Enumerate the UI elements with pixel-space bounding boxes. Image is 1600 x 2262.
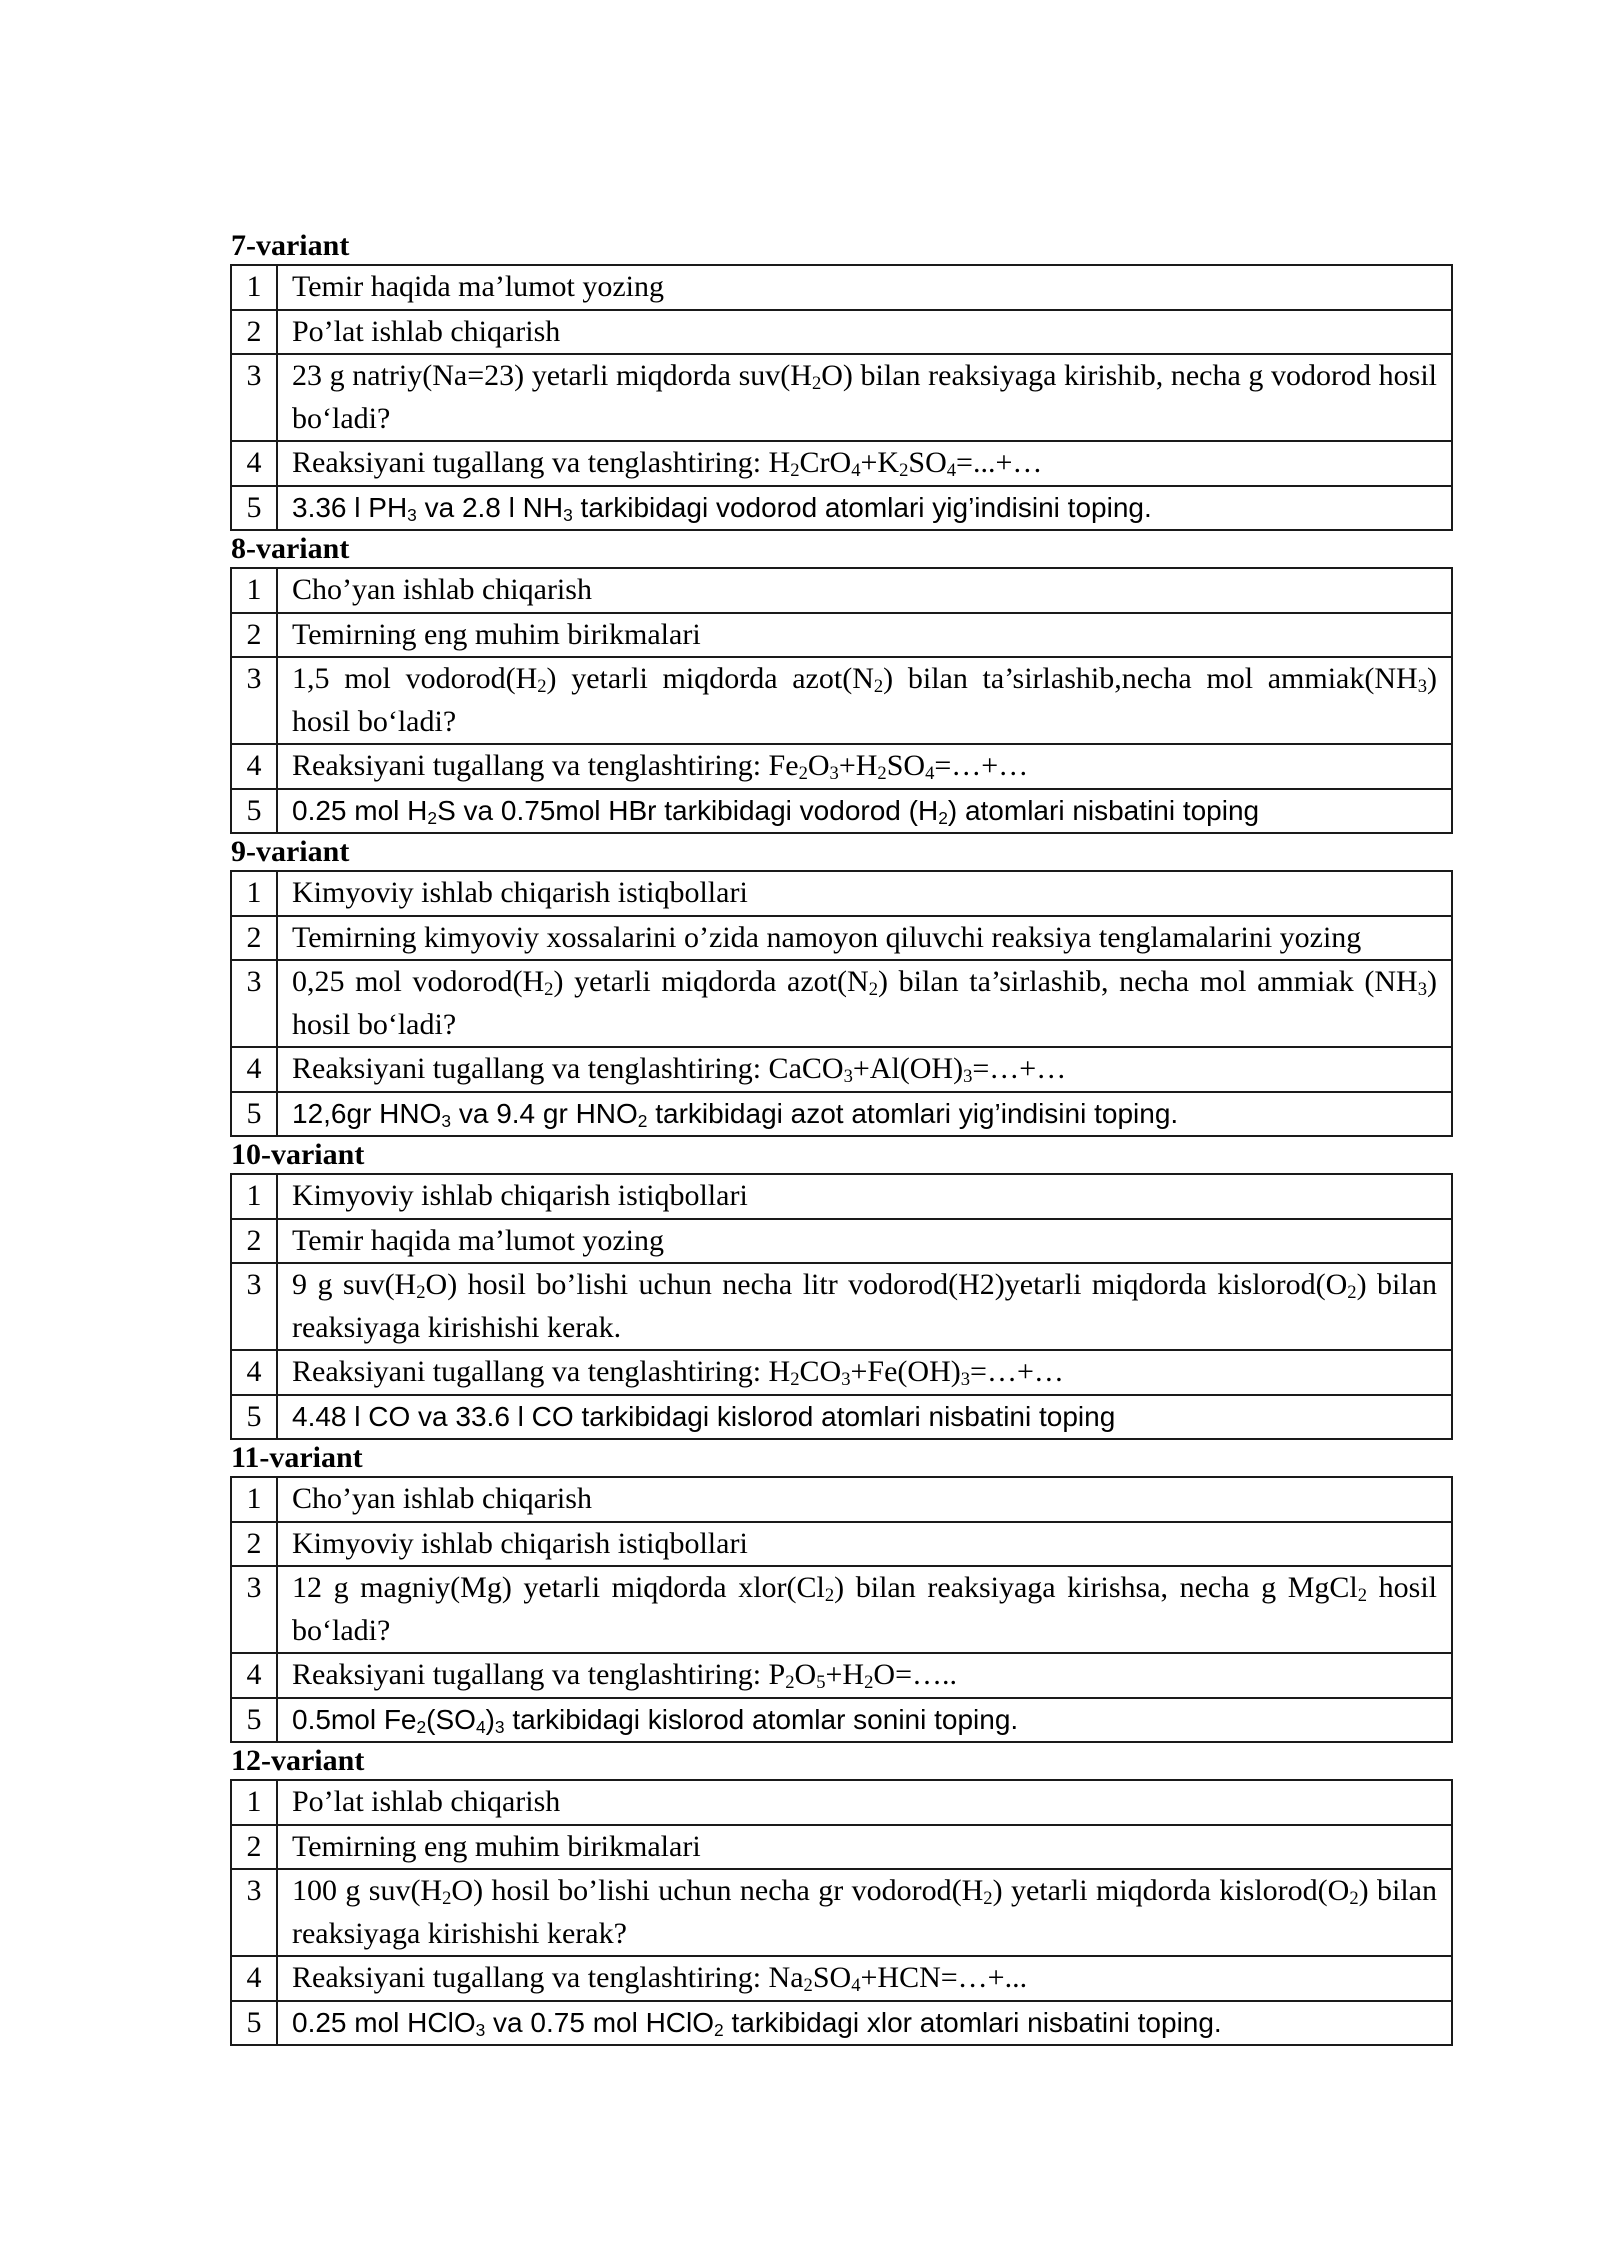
question-text: Reaksiyani tugallang va tenglashtiring: $CaCO_3+Al(OH)_3=\dots+\dots$ <box>277 1047 1452 1092</box>
table-row <box>231 1219 1452 1264</box>
table-row <box>231 1566 1452 1653</box>
question-text: 0.25 mol HClO$_3$ va 0.75 mol HClO$_2$ tarkibidagi xlor atomlari nisbatini toping. <box>277 2001 1452 2046</box>
question-number: 4 <box>231 744 277 789</box>
table-row <box>231 568 1452 613</box>
table-row <box>231 1174 1452 1219</box>
question-number: 1 <box>231 1477 277 1522</box>
table-row <box>231 1477 1452 1522</box>
table-row <box>231 310 1452 355</box>
question-number: 4 <box>231 1047 277 1092</box>
question-text: 0,25 mol $vodorod(H_2)$ yetarli miqdorda $azot(N_2)$ bilan ta’sirlashib, necha mol ammiak $(NH_3)$ hosil bo‘ladi? <box>277 960 1452 1047</box>
question-number: 2 <box>231 310 277 355</box>
table-row <box>231 1869 1452 1956</box>
table-row <box>231 613 1452 658</box>
table-row <box>231 1698 1452 1743</box>
question-text: Temirning kimyoviy xossalarini o’zida namoyon qiluvchi reaksiya tenglamalarini yozing <box>277 916 1452 961</box>
question-number: 4 <box>231 1956 277 2001</box>
table-row <box>231 1956 1452 2001</box>
question-number: 1 <box>231 871 277 916</box>
question-text: 3.36 l $PH_3$ va 2.8 l $NH_3$ tarkibidagi vodorod atomlari yig’indisini toping. <box>277 486 1452 531</box>
question-text: Cho’yan ishlab chiqarish <box>277 568 1452 613</box>
question-number: 1 <box>231 1780 277 1825</box>
question-number: 1 <box>231 568 277 613</box>
question-text: Kimyoviy ishlab chiqarish istiqbollari <box>277 1522 1452 1567</box>
table-row <box>231 1825 1452 1870</box>
question-text: Cho’yan ishlab chiqarish <box>277 1477 1452 1522</box>
question-number: 1 <box>231 265 277 310</box>
question-text: 1,5 mol $vodorod(H_2)$ yetarli miqdorda $azot(N_2)$ bilan ta’sirlashib,necha mol $ammiak(NH_3)$ hosil bo‘ladi? <box>277 657 1452 744</box>
question-number: 5 <box>231 1092 277 1137</box>
question-number: 3 <box>231 1566 277 1653</box>
question-number: 3 <box>231 1263 277 1350</box>
question-text: 12 g magniy(Mg) yetarli miqdorda $xlor(Cl_2)$ bilan reaksiyaga kirishsa, necha g MgCl$_2$ hosil bo‘ladi? <box>277 1566 1452 1653</box>
variant-heading: 11-variant <box>231 1441 363 1474</box>
question-text: 23 g natriy(Na=23) yetarli miqdorda $suv(H_2O)$ bilan reaksiyaga kirishib, necha g vodorod hosil bo‘ladi? <box>277 354 1452 441</box>
question-number: 2 <box>231 613 277 658</box>
question-text: Temirning eng muhim birikmalari <box>277 613 1452 658</box>
variant-heading: 8-variant <box>231 532 350 565</box>
question-text: Reaksiyani tugallang va tenglashtiring: $Na_2SO_4+HCN=\dots+$... <box>277 1956 1452 2001</box>
table-row <box>231 486 1452 531</box>
variant-section <box>230 228 1453 531</box>
question-number: 4 <box>231 1653 277 1698</box>
question-text: 12,6gr $HNO_3$ va 9.4 gr $HNO_2$ tarkibidagi azot atomlari yig’indisini toping. <box>277 1092 1452 1137</box>
variant-section <box>230 1137 1453 1440</box>
question-text: Temir haqida ma’lumot yozing <box>277 1219 1452 1264</box>
variant-heading: 10-variant <box>231 1138 365 1171</box>
table-row <box>231 2001 1452 2046</box>
question-number: 3 <box>231 1869 277 1956</box>
table-row <box>231 1395 1452 1440</box>
variant-heading: 7-variant <box>231 229 350 262</box>
table-row <box>231 1092 1452 1137</box>
question-number: 5 <box>231 486 277 531</box>
table-row <box>231 441 1452 486</box>
question-number: 5 <box>231 1395 277 1440</box>
question-number: 2 <box>231 1825 277 1870</box>
question-number: 2 <box>231 1522 277 1567</box>
question-text: 0.25 mol $H_2S$ va 0.75mol HBr tarkibidagi vodorod $(H_2)$ atomlari nisbatini toping <box>277 789 1452 834</box>
question-number: 3 <box>231 960 277 1047</box>
table-row <box>231 1780 1452 1825</box>
variant-section <box>230 1440 1453 1743</box>
question-text: Kimyoviy ishlab chiqarish istiqbollari <box>277 1174 1452 1219</box>
questions-table <box>230 1173 1453 1440</box>
questions-table <box>230 870 1453 1137</box>
table-row <box>231 1350 1452 1395</box>
variant-heading: 9-variant <box>231 835 350 868</box>
table-row <box>231 1263 1452 1350</box>
question-text: 9 g $suv(H_2O)$ hosil bo’lishi uchun necha litr vodorod(H2)yetarli miqdorda $kislorod(O_2)$ bilan reaksiyaga kirishishi kerak. <box>277 1263 1452 1350</box>
questions-table <box>230 1476 1453 1743</box>
question-number: 2 <box>231 916 277 961</box>
question-number: 4 <box>231 441 277 486</box>
table-row <box>231 657 1452 744</box>
question-number: 2 <box>231 1219 277 1264</box>
table-row <box>231 871 1452 916</box>
question-text: Reaksiyani tugallang va tenglashtiring: $H_2CrO_4+K_2SO_4=...+\dots$ <box>277 441 1452 486</box>
table-row <box>231 1047 1452 1092</box>
question-number: 1 <box>231 1174 277 1219</box>
question-text: Temirning eng muhim birikmalari <box>277 1825 1452 1870</box>
variant-section <box>230 1743 1453 2046</box>
question-text: Reaksiyani tugallang va tenglashtiring: $P_2O_5+H_2O=\dots$.. <box>277 1653 1452 1698</box>
question-number: 5 <box>231 1698 277 1743</box>
table-row <box>231 744 1452 789</box>
question-text: Po’lat ishlab chiqarish <box>277 310 1452 355</box>
question-text: Kimyoviy ishlab chiqarish istiqbollari <box>277 871 1452 916</box>
questions-table <box>230 264 1453 531</box>
document-page <box>230 228 1453 2046</box>
question-number: 3 <box>231 657 277 744</box>
table-row <box>231 354 1452 441</box>
variant-section <box>230 531 1453 834</box>
table-row <box>231 916 1452 961</box>
table-row <box>231 265 1452 310</box>
question-number: 5 <box>231 789 277 834</box>
table-row <box>231 1522 1452 1567</box>
questions-table <box>230 1779 1453 2046</box>
question-text: Temir haqida ma’lumot yozing <box>277 265 1452 310</box>
question-text: 4.48 l CO va 33.6 l CO tarkibidagi kislorod atomlari nisbatini toping <box>277 1395 1452 1440</box>
questions-table <box>230 567 1453 834</box>
question-text: Reaksiyani tugallang va tenglashtiring: $Fe_2O_3+H_2SO_4=\dots+\dots$ <box>277 744 1452 789</box>
table-row <box>231 960 1452 1047</box>
question-number: 5 <box>231 2001 277 2046</box>
question-text: 0.5mol $Fe_2(SO_4)_3$ tarkibidagi kislorod atomlar sonini toping. <box>277 1698 1452 1743</box>
table-row <box>231 789 1452 834</box>
question-text: Po’lat ishlab chiqarish <box>277 1780 1452 1825</box>
variant-heading: 12-variant <box>231 1744 365 1777</box>
question-text: 100 g $suv(H_2O)$ hosil bo’lishi uchun necha gr $vodorod(H_2)$ yetarli miqdorda $kislorod(O_2)$ bilan reaksiyaga kirishishi kerak? <box>277 1869 1452 1956</box>
question-number: 4 <box>231 1350 277 1395</box>
variant-section <box>230 834 1453 1137</box>
question-text: Reaksiyani tugallang va tenglashtiring: $H_2CO_3+Fe(OH)_3=\dots+\dots$ <box>277 1350 1452 1395</box>
table-row <box>231 1653 1452 1698</box>
question-number: 3 <box>231 354 277 441</box>
